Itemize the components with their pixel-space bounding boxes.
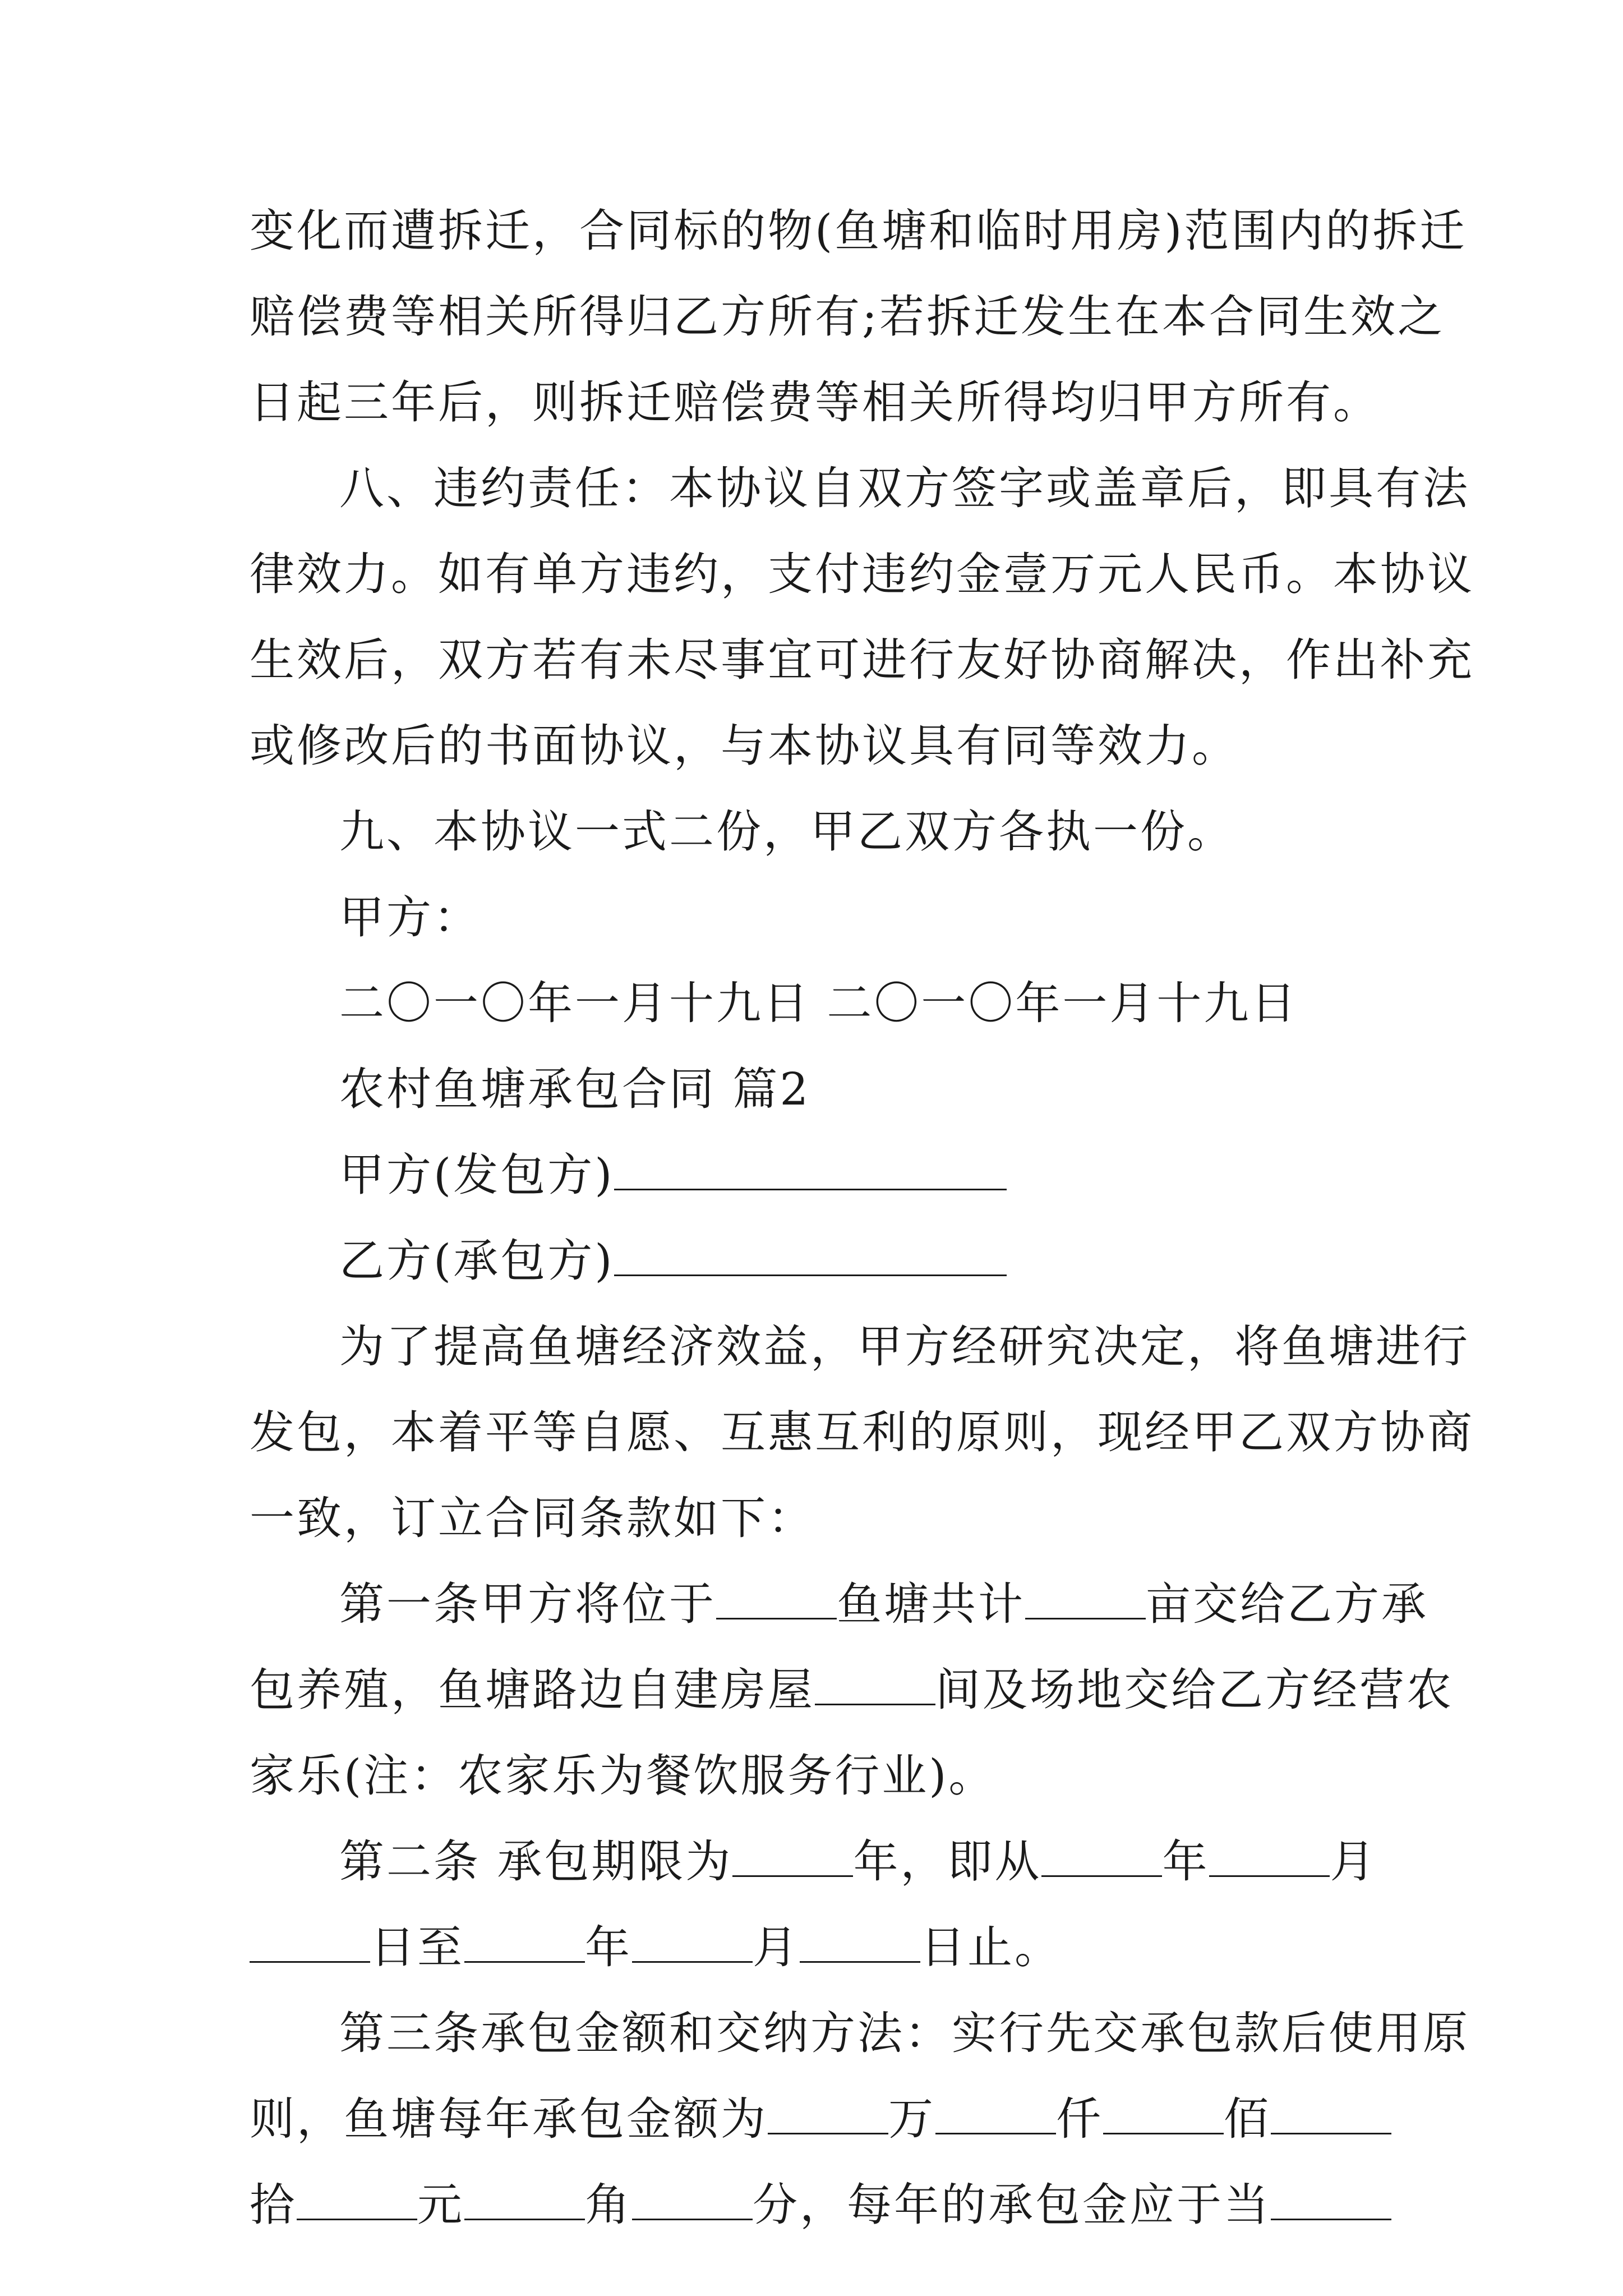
intro-line: 为了提高鱼塘经济效益，甲方经研究决定，将鱼塘进行 (339, 1320, 1470, 1373)
party-a-blank (614, 1149, 1007, 1190)
fill-blank (800, 1922, 920, 1963)
text-fragment: 第二条 承包期限为 (339, 1835, 733, 1888)
text-fragment: 亩交给乙方承 (1146, 1578, 1428, 1630)
text-fragment: 分，每年的承包金应于当 (753, 2179, 1271, 2231)
document-body (250, 188, 1474, 2248)
text-fragment: 月 (1330, 1835, 1377, 1888)
text-fragment: 月 (753, 1921, 800, 1973)
fill-blank (815, 1664, 935, 1705)
text-fragment: 鱼塘共计 (837, 1578, 1025, 1630)
intro-line: 发包，本着平等自愿、互惠互利的原则，现经甲乙双方协商 (250, 1406, 1474, 1458)
party-b-label: 乙方(承包方) (339, 1235, 615, 1287)
fill-blank (768, 2093, 888, 2134)
party-b-blank (614, 1235, 1007, 1276)
fill-blank (1103, 2093, 1224, 2134)
date-line: 二〇一〇年一月十九日 二〇一〇年一月十九日 (339, 977, 1298, 1029)
fill-blank (464, 2179, 585, 2220)
fill-blank (297, 2179, 417, 2220)
fill-blank (632, 2179, 753, 2220)
text-fragment: 角 (585, 2179, 632, 2231)
party-a-line (250, 1132, 1394, 1218)
text-fragment: 日止。 (920, 1921, 1062, 1973)
text-fragment: 间及场地交给乙方经营农 (935, 1664, 1454, 1716)
fill-blank (935, 2093, 1056, 2134)
article3-line3 (250, 2162, 1394, 2248)
article2-line1 (250, 1819, 1394, 1904)
text-fragment: 仟 (1056, 2093, 1103, 2145)
text-fragment: 年，即从 (853, 1835, 1042, 1888)
text-line: 律效力。如有单方违约，支付违约金壹万元人民币。本协议 (250, 548, 1474, 600)
fill-blank (464, 1922, 585, 1963)
party-b-line (250, 1218, 1394, 1304)
text-fragment: 万 (888, 2093, 935, 2145)
text-fragment: 年 (1162, 1835, 1210, 1888)
text-fragment: 包养殖，鱼塘路边自建房屋 (250, 1664, 815, 1716)
text-line: 生效后，双方若有未尽事宜可进行友好协商解决，作出补充 (250, 634, 1474, 686)
article2-line2 (250, 1904, 1394, 1990)
text-line: 或修改后的书面协议，与本协议具有同等效力。 (250, 720, 1239, 772)
article1-line1 (250, 1561, 1428, 1647)
text-line: 八、违约责任：本协议自双方签字或盖章后，即具有法 (339, 462, 1470, 514)
fill-blank (632, 1922, 753, 1963)
article1-line3: 家乐(注：农家乐为餐饮服务行业)。 (250, 1750, 996, 1802)
text-fragment: 日至 (370, 1921, 464, 1973)
signature-label-line: 甲方： (339, 891, 481, 944)
fill-blank (1025, 1579, 1146, 1619)
text-fragment: 拾 (250, 2179, 297, 2231)
text-fragment: 年 (585, 1921, 632, 1973)
article3-line2 (250, 2076, 1394, 2162)
section-title: 农村鱼塘承包合同 篇2 (339, 1063, 811, 1115)
text-line: 赔偿费等相关所得归乙方所有;若拆迁发生在本合同生效之 (250, 291, 1445, 343)
text-fragment: 元 (417, 2179, 464, 2231)
fill-blank (732, 1836, 853, 1877)
article3-line1: 第三条承包金额和交纳方法：实行先交承包款后使用原 (339, 2007, 1470, 2059)
text-fragment: 则，鱼塘每年承包金额为 (250, 2093, 768, 2145)
text-line: 九、本协议一式二份，甲乙双方各执一份。 (339, 806, 1234, 858)
article1-line2 (250, 1647, 1454, 1733)
fill-blank (1271, 2179, 1391, 2220)
text-fragment: 第一条甲方将位于 (339, 1578, 716, 1630)
text-line: 日起三年后，则拆迁赔偿费等相关所得均归甲方所有。 (250, 376, 1380, 429)
text-fragment: 佰 (1224, 2093, 1271, 2145)
fill-blank (1209, 1836, 1330, 1877)
fill-blank (250, 1922, 370, 1963)
fill-blank (1271, 2093, 1391, 2134)
fill-blank (716, 1579, 837, 1619)
text-line: 变化而遭拆迁，合同标的物(鱼塘和临时用房)范围内的拆迁 (250, 205, 1467, 257)
party-a-label: 甲方(发包方) (339, 1149, 615, 1201)
fill-blank (1041, 1836, 1162, 1877)
intro-line: 一致，订立合同条款如下： (250, 1492, 815, 1544)
